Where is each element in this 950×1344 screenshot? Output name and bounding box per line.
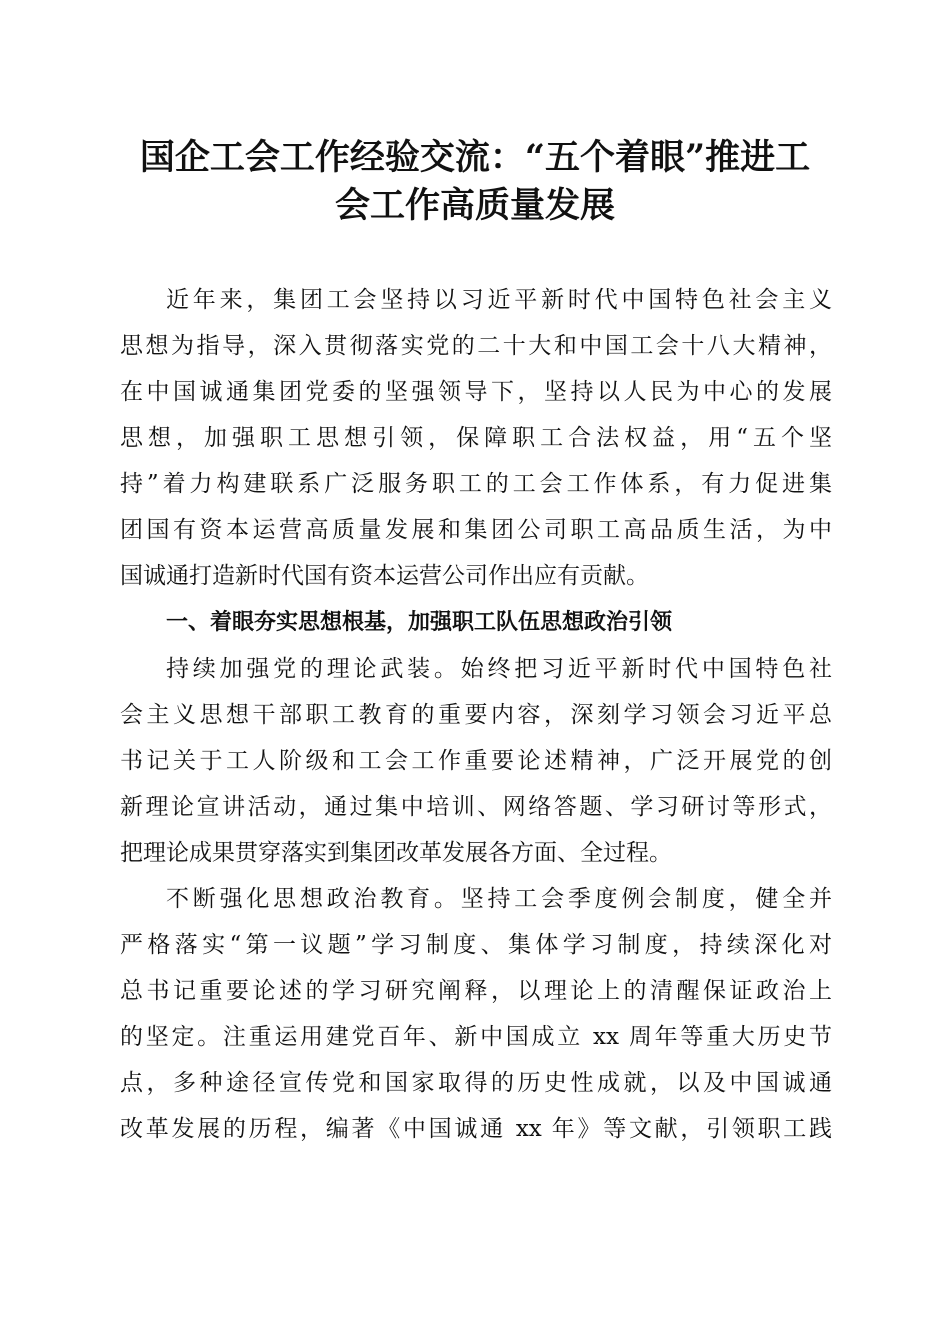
intro-line-4: 思想，加强职工思想引领，保障职工合法权益，用“五个坚 bbox=[120, 425, 832, 451]
intro-line-1: 近年来，集团工会坚持以习近平新时代中国特色社会主义 bbox=[166, 287, 832, 313]
para-2-line-4: 的坚定。注重运用建党百年、新中国成立 xx 周年等重大历史节 bbox=[120, 1024, 832, 1050]
intro-line-7: 国诚通打造新时代国有资本运营公司作出应有贡献。 bbox=[120, 563, 649, 589]
para-1-line-2: 会主义思想干部职工教育的重要内容，深刻学习领会习近平总 bbox=[120, 702, 832, 728]
para-2-line-3: 总书记重要论述的学习研究阐释，以理论上的清醒保证政治上 bbox=[120, 978, 832, 1004]
document-title-line-1: 国企工会工作经验交流：“五个着眼”推进工 bbox=[139, 137, 811, 178]
intro-line-5: 持”着力构建联系广泛服务职工的工会工作体系，有力促进集 bbox=[120, 471, 832, 497]
para-2-line-5: 点，多种途径宣传党和国家取得的历史性成就，以及中国诚通 bbox=[120, 1070, 832, 1096]
para-1-line-4: 新理论宣讲活动，通过集中培训、网络答题、学习研讨等形式， bbox=[120, 794, 832, 820]
section-1-heading: 一、着眼夯实思想根基，加强职工队伍思想政治引领 bbox=[166, 610, 673, 635]
para-2-line-1: 不断强化思想政治教育。坚持工会季度例会制度，健全并 bbox=[166, 886, 832, 912]
para-1-line-1: 持续加强党的理论武装。始终把习近平新时代中国特色社 bbox=[166, 656, 832, 682]
para-2-line-6: 改革发展的历程，编著《中国诚通 xx 年》等文献，引领职工践 bbox=[120, 1116, 832, 1142]
para-1-line-3: 书记关于工人阶级和工会工作重要论述精神，广泛开展党的创 bbox=[120, 748, 832, 774]
para-2-line-2: 严格落实“第一议题”学习制度、集体学习制度，持续深化对 bbox=[120, 932, 832, 958]
intro-line-3: 在中国诚通集团党委的坚强领导下，坚持以人民为中心的发展 bbox=[120, 379, 832, 405]
intro-line-6: 团国有资本运营高质量发展和集团公司职工高品质生活，为中 bbox=[120, 517, 832, 543]
intro-line-2: 思想为指导，深入贯彻落实党的二十大和中国工会十八大精神， bbox=[120, 333, 832, 359]
para-1-line-5: 把理论成果贯穿落实到集团改革发展各方面、全过程。 bbox=[120, 840, 672, 866]
document-title-line-2: 会工作高质量发展 bbox=[334, 185, 615, 226]
